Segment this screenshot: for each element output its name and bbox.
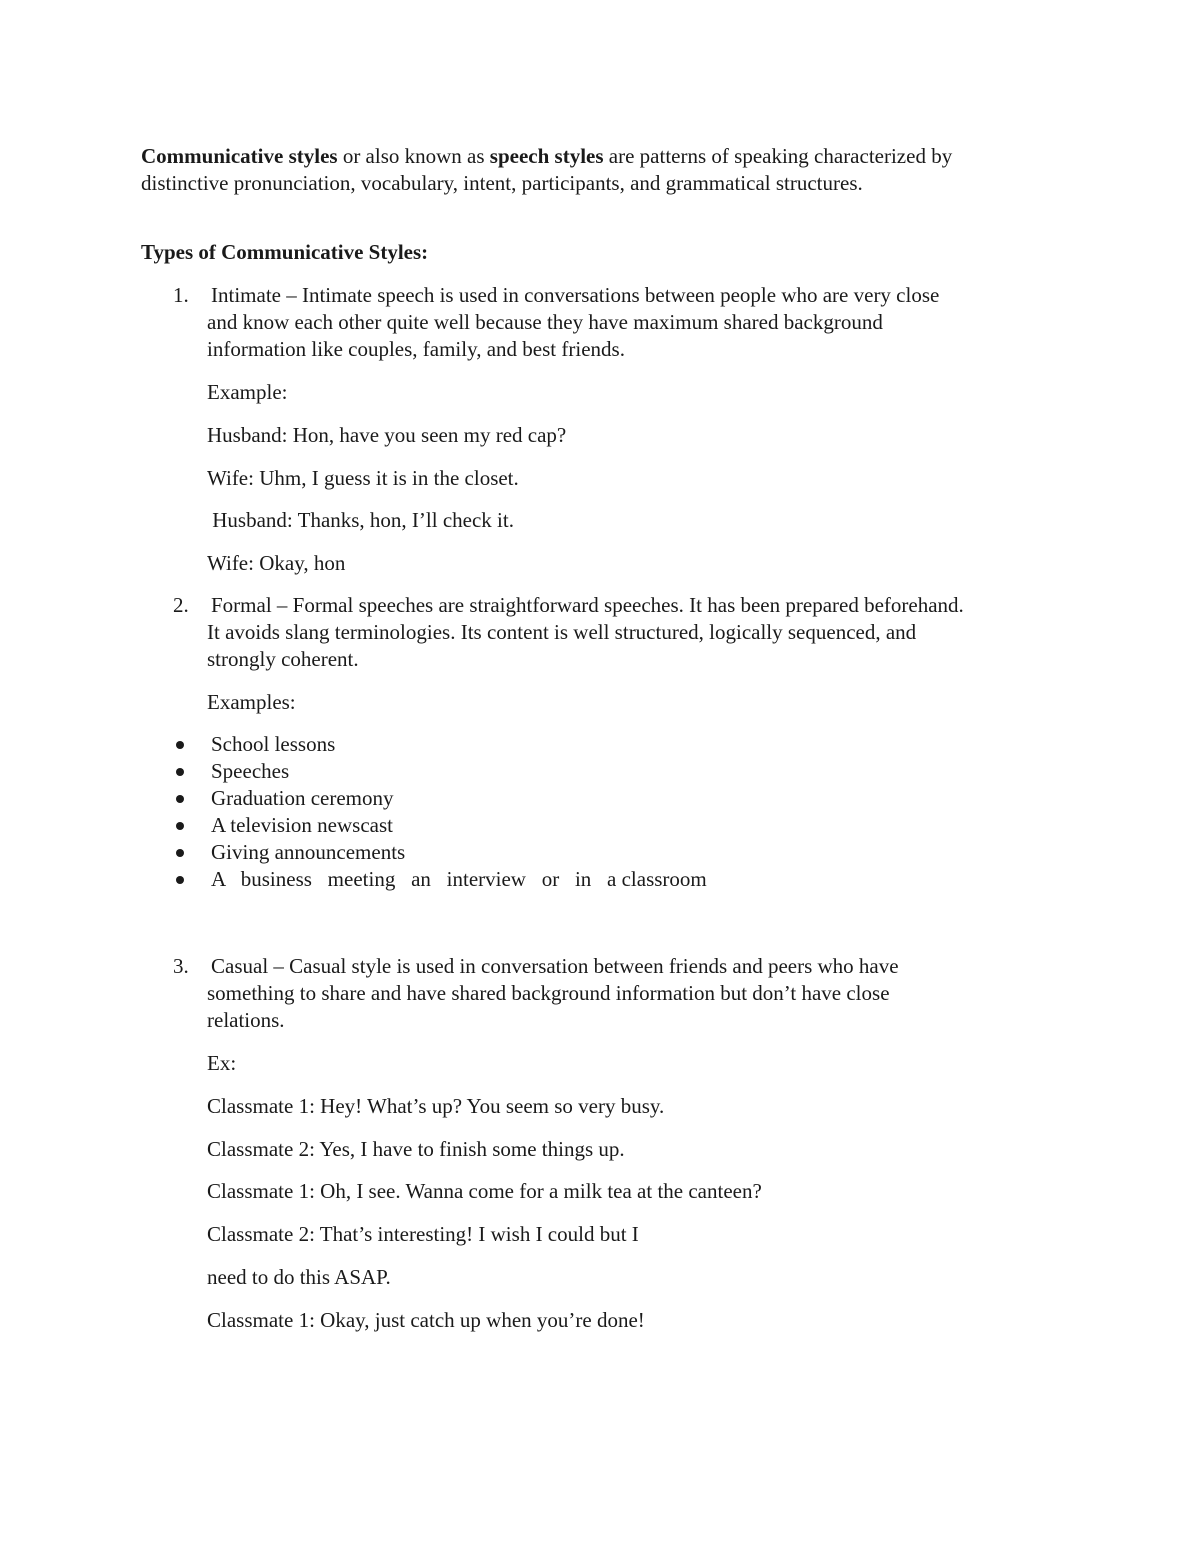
item3-dialogue-3: Classmate 1: Oh, I see. Wanna come for a milk tea at the canteen? [207,1179,762,1203]
item3-line-1: Casual – Casual style is used in conversation between friends and peers who have [211,954,899,978]
bullet-dot-icon [176,741,184,749]
intro-text-2: are patterns of speaking characterized by [603,144,953,168]
bullet-dot-icon [176,795,184,803]
list-number-1: 1. [173,283,189,307]
list-number-2: 2. [173,593,189,617]
item3-line-3: relations. [207,1008,285,1032]
item3-example-label: Ex: [207,1051,237,1075]
item1-line-1: Intimate – Intimate speech is used in conversations between people who are very close [211,283,940,307]
item3-line-2: something to share and have shared background information but don’t have close [207,981,890,1005]
bullet-dot-icon [176,768,184,776]
item1-line-3: information like couples, family, and best friends. [207,337,625,361]
intro-line-1 [141,143,952,170]
bullet-item-6: A business meeting an interview or in a classroom [211,867,707,891]
term-speech-styles: speech styles [489,144,604,168]
item1-example-label: Example: [207,380,288,404]
item1-dialogue-3: Husband: Thanks, hon, I’ll check it. [207,508,514,532]
term-communicative-styles: Communicative styles [141,144,338,168]
bullet-item-2: Speeches [211,759,290,783]
item1-line-2: and know each other quite well because they have maximum shared background [207,310,883,334]
item1-dialogue-1: Husband: Hon, have you seen my red cap? [207,423,567,447]
section-heading: Types of Communicative Styles: [141,240,429,264]
bullet-item-1: School lessons [211,732,336,756]
item1-dialogue-2: Wife: Uhm, I guess it is in the closet. [207,466,519,490]
item2-example-label: Examples: [207,690,296,714]
item3-dialogue-5: need to do this ASAP. [207,1265,391,1289]
intro-line-2: distinctive pronunciation, vocabulary, intent, participants, and grammatical structures. [141,171,863,195]
item3-dialogue-4: Classmate 2: That’s interesting! I wish I could but I [207,1222,639,1246]
item1-dialogue-4: Wife: Okay, hon [207,551,346,575]
bullet-item-5: Giving announcements [211,840,406,864]
item3-dialogue-1: Classmate 1: Hey! What’s up? You seem so very busy. [207,1094,665,1118]
item3-dialogue-6: Classmate 1: Okay, just catch up when you’re done! [207,1308,645,1332]
list-number-3: 3. [173,954,189,978]
item2-line-1: Formal – Formal speeches are straightforward speeches. It has been prepared beforehand. [211,593,964,617]
item2-line-2: It avoids slang terminologies. Its content is well structured, logically sequenced, and [207,620,917,644]
bullet-dot-icon [176,876,184,884]
bullet-dot-icon [176,822,184,830]
bullet-item-4: A television newscast [211,813,393,837]
bullet-item-3: Graduation ceremony [211,786,394,810]
bullet-dot-icon [176,849,184,857]
intro-text-1: or also known as [337,144,490,168]
item3-dialogue-2: Classmate 2: Yes, I have to finish some things up. [207,1137,625,1161]
item2-line-3: strongly coherent. [207,647,359,671]
